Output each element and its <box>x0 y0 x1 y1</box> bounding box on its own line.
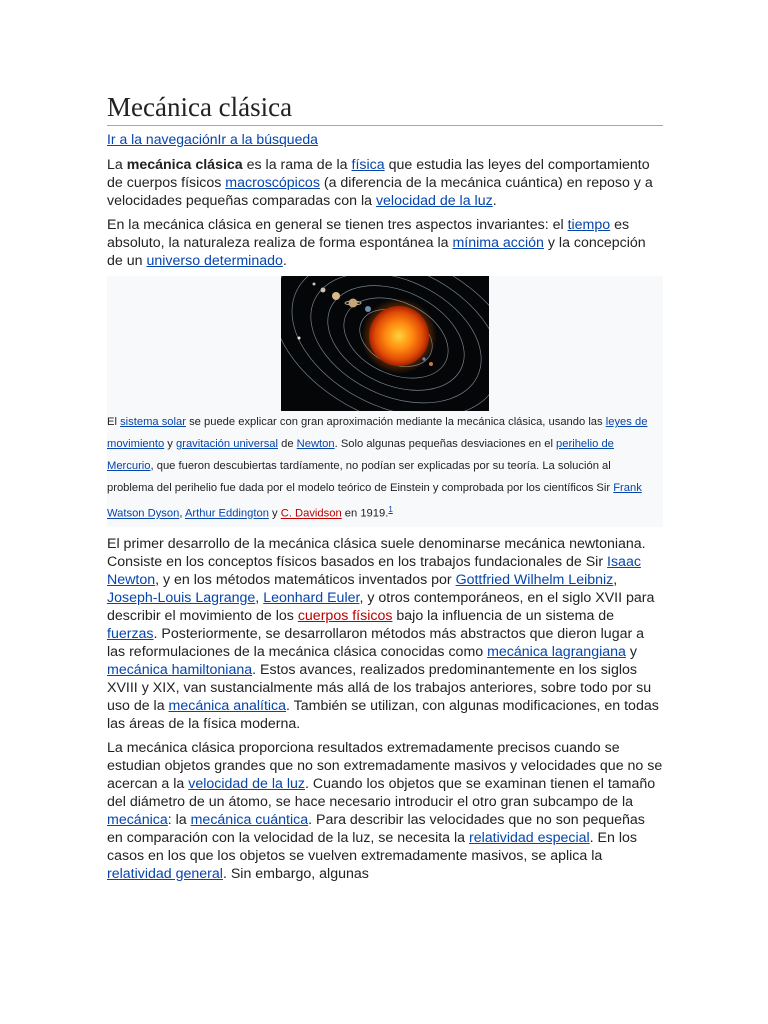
text: en 1919. <box>341 507 389 520</box>
text: es la rama de la <box>242 157 352 173</box>
text: y la concepción de un <box>107 235 646 269</box>
text: . Posteriormente, se desarrollaron métodos más abstractos que dieron lugar a las reformulaciones de la mecánica clásica conocidas como <box>107 625 645 660</box>
paragraph-invariants <box>107 216 663 270</box>
link-isaac-newton[interactable]: Isaac Newton <box>107 553 641 588</box>
link-relatividad-especial[interactable]: relatividad especial <box>469 829 590 846</box>
link-frank-watson-dyson[interactable]: Frank Watson Dyson <box>107 482 642 520</box>
paragraph-newtonian <box>107 535 663 733</box>
text: bajo la influencia de un sistema de <box>392 607 615 624</box>
text: y <box>164 438 177 450</box>
link-mecanica-analitica[interactable]: mecánica analítica <box>168 697 287 714</box>
jump-to-search-link[interactable]: Ir a la búsqueda <box>217 131 318 147</box>
text: , <box>255 589 264 606</box>
text: y <box>625 643 637 660</box>
text: En la mecánica clásica en general se tienen tres aspectos invariantes: el <box>107 217 568 233</box>
text: , y en los métodos matemáticos inventados por <box>155 571 456 588</box>
jump-to-navigation-link[interactable]: Ir a la navegación <box>107 131 218 147</box>
figure-caption <box>107 411 663 525</box>
text: El primer desarrollo de la mecánica clásica suele denominarse mecánica newtoniana. Consiste en los conceptos físicos basados en los trabajos fundacionales de Sir <box>107 535 646 570</box>
text: . Para describir las velocidades que no son pequeñas en comparación con la velocidad de la luz, se necesita la <box>107 811 645 846</box>
text: . Solo algunas pequeñas desviaciones en el <box>334 438 557 450</box>
link-universo-determinado[interactable]: universo determinado <box>146 253 283 269</box>
link-fisica[interactable]: física <box>351 157 385 173</box>
text: de <box>278 438 297 450</box>
link-perihelio-mercurio[interactable]: perihelio de Mercurio <box>107 438 614 472</box>
text: , y otros contemporáneos, en el siglo XVII para describir el movimiento de los <box>107 589 655 624</box>
text: y <box>268 507 281 520</box>
link-mecanica-lagrangiana[interactable]: mecánica lagrangiana <box>487 643 626 660</box>
link-mecanica[interactable]: mecánica <box>107 811 168 828</box>
figure-solar-system <box>107 276 663 527</box>
link-c-davidson[interactable]: C. Davidson <box>280 507 342 520</box>
bold-term: mecánica clásica <box>126 157 243 173</box>
text: es absoluto, la naturaleza realiza de forma espontánea la <box>107 217 630 251</box>
text: . También se utilizan, con algunas modificaciones, en todas las áreas de la física moderna. <box>107 697 659 732</box>
text: , <box>179 507 185 520</box>
link-minima-accion[interactable]: mínima acción <box>452 235 544 251</box>
jump-links <box>107 130 663 148</box>
text: . <box>492 193 497 209</box>
text: El <box>107 416 121 428</box>
link-mecanica-cuantica[interactable]: mecánica cuántica <box>190 811 309 828</box>
link-velocidad-luz[interactable]: velocidad de la luz <box>375 193 493 209</box>
link-velocidad-luz-2[interactable]: velocidad de la luz <box>188 775 305 792</box>
link-macroscopicos[interactable]: macroscópicos <box>225 175 320 191</box>
text: La <box>107 157 127 173</box>
link-sistema-solar[interactable]: sistema solar <box>120 416 186 428</box>
text: : la <box>167 811 191 828</box>
link-gravitacion-universal[interactable]: gravitación universal <box>176 438 278 450</box>
article <box>107 90 663 889</box>
link-cuerpos-fisicos[interactable]: cuerpos físicos <box>297 607 393 624</box>
text: , <box>613 571 618 588</box>
link-leyes-movimiento[interactable]: leyes de movimiento <box>107 416 648 450</box>
text: . Estos avances, realizados predominantemente en los siglos XVIII y XIX, van sustancialmente más allá de los trabajos anteriores, sobre todo por su uso de la <box>107 661 652 714</box>
text: se puede explicar con gran aproximación mediante la mecánica clásica, usando las <box>185 416 606 428</box>
text: que estudia las leyes del comportamiento de cuerpos físicos <box>107 157 650 191</box>
text: , que fueron descubiertas tardíamente, no podían ser explicadas por su teoría. La solución al problema del perihelio fue dada por el modelo teórico de Einstein y comprobada por los científicos Sir <box>107 460 614 494</box>
page-title: Mecánica clásica <box>107 90 663 126</box>
reference-link[interactable]: 1 <box>388 505 393 514</box>
text: . <box>282 253 287 269</box>
link-fuerzas[interactable]: fuerzas <box>107 625 154 642</box>
text: . En los casos en los que los objetos se vuelven extremadamente masivos, se aplica la <box>107 829 637 864</box>
link-arthur-eddington[interactable]: Arthur Eddington <box>184 507 269 520</box>
text: La mecánica clásica proporciona resultados extremadamente precisos cuando se estudian objetos grandes que no son extremadamente masivos y velocidades que no se acercan a la <box>107 739 663 792</box>
link-euler[interactable]: Leonhard Euler <box>263 589 360 606</box>
paragraph-precision <box>107 739 663 883</box>
link-relatividad-general[interactable]: relatividad general <box>107 865 223 882</box>
link-mecanica-hamiltoniana[interactable]: mecánica hamiltoniana <box>107 661 253 678</box>
text: . Cuando los objetos que se examinan tienen el tamaño del diámetro de un átomo, se hace necesario introducir el otro gran subcampo de la <box>107 775 656 810</box>
solar-system-image[interactable] <box>281 276 489 411</box>
link-tiempo[interactable]: tiempo <box>567 217 611 233</box>
link-newton[interactable]: Newton <box>296 438 335 450</box>
link-leibniz[interactable]: Gottfried Wilhelm Leibniz <box>455 571 614 588</box>
text: (a diferencia de la mecánica cuántica) en reposo y a velocidades pequeñas comparadas con la <box>107 175 653 209</box>
paragraph-intro <box>107 156 663 210</box>
text: . Sin embargo, algunas <box>222 865 369 882</box>
link-lagrange[interactable]: Joseph-Louis Lagrange <box>107 589 256 606</box>
